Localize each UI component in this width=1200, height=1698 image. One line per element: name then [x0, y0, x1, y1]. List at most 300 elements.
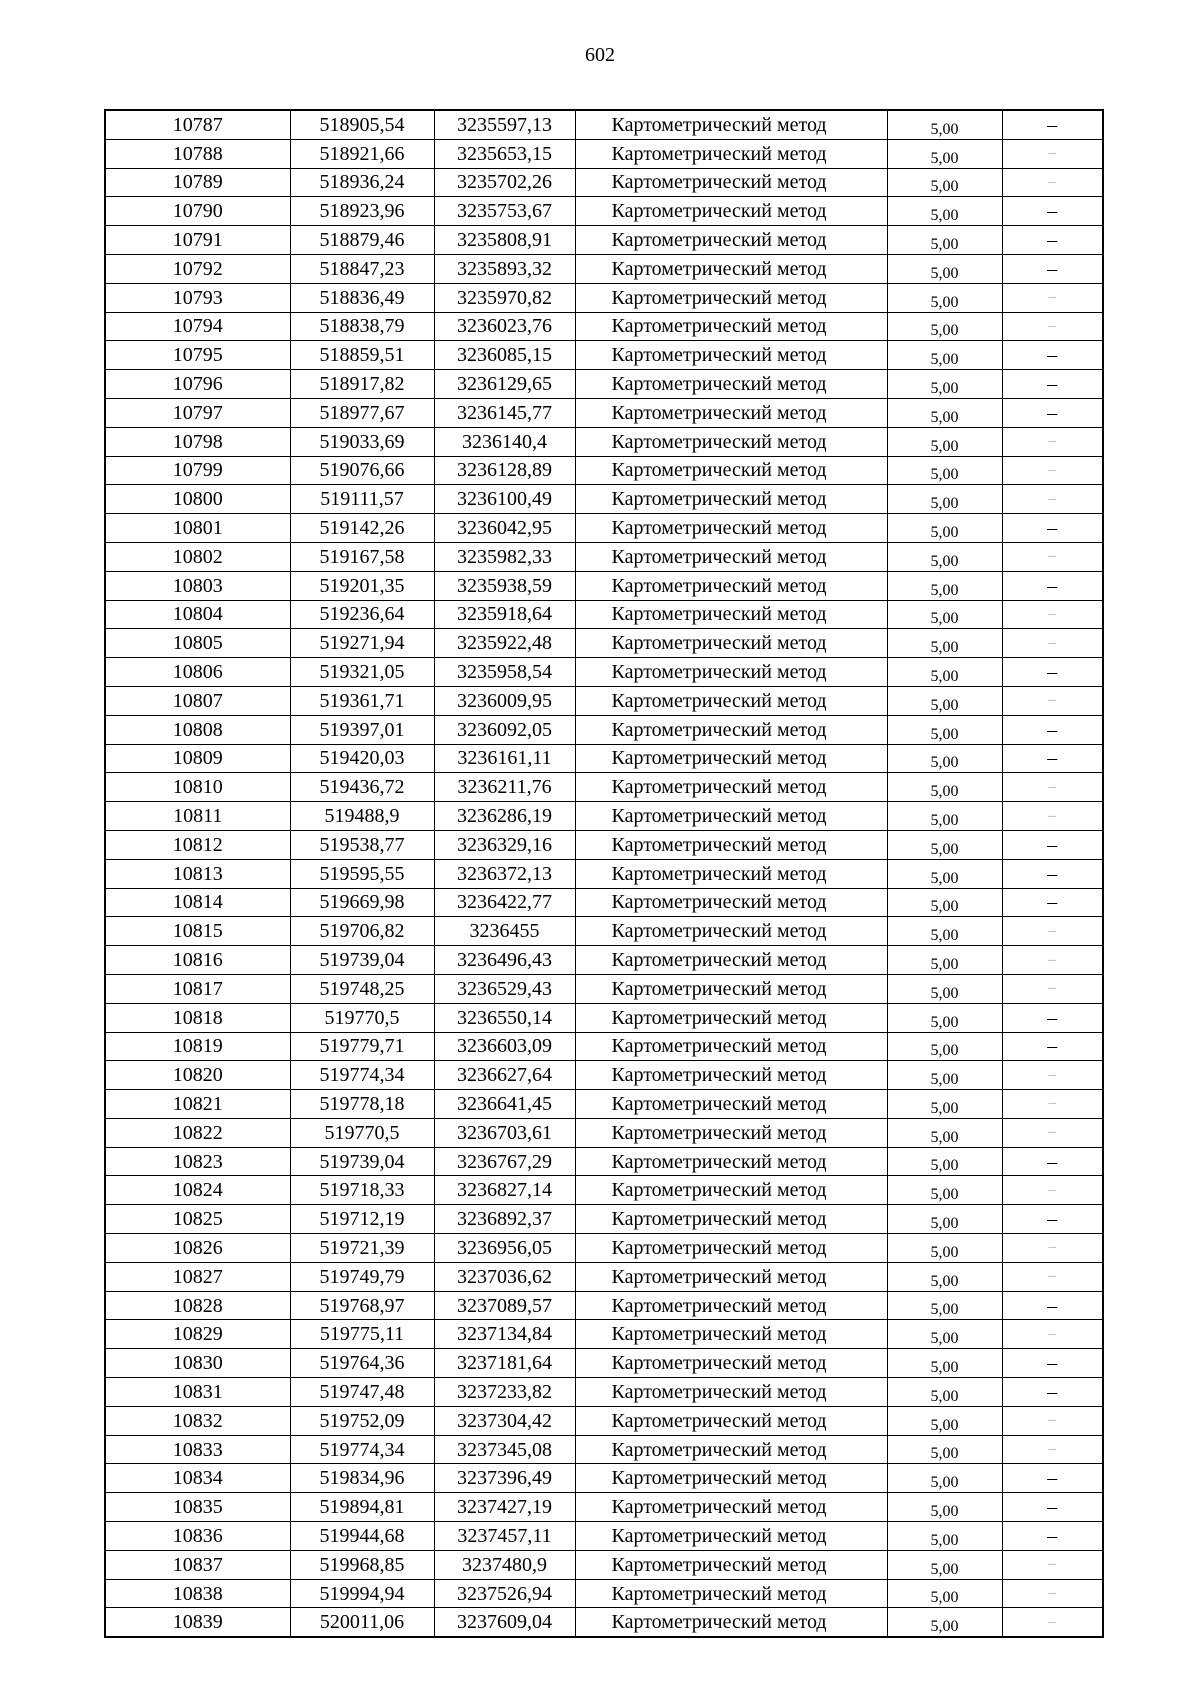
x-coordinate-cell: 519994,94 — [290, 1579, 434, 1608]
point-id-cell: 10815 — [105, 917, 290, 946]
point-id-cell: 10826 — [105, 1234, 290, 1263]
x-coordinate-cell: 518859,51 — [290, 341, 434, 370]
method-cell: Картометрический метод — [575, 1032, 887, 1061]
y-coordinate-cell: 3236956,05 — [434, 1234, 575, 1263]
y-coordinate-cell: 3237457,11 — [434, 1522, 575, 1551]
point-id-cell: 10813 — [105, 859, 290, 888]
x-coordinate-cell: 519321,05 — [290, 658, 434, 687]
table-row — [105, 1032, 1103, 1061]
note-cell: – — [1002, 1464, 1103, 1493]
point-id-cell: 10804 — [105, 600, 290, 629]
method-cell: Картометрический метод — [575, 1234, 887, 1263]
note-cell: – — [1002, 226, 1103, 255]
accuracy-cell: 5,00 — [887, 456, 1002, 485]
y-coordinate-cell: 3235653,15 — [434, 139, 575, 168]
table-row — [105, 974, 1103, 1003]
accuracy-cell: 5,00 — [887, 1320, 1002, 1349]
x-coordinate-cell: 519770,5 — [290, 1118, 434, 1147]
accuracy-cell: 5,00 — [887, 1205, 1002, 1234]
y-coordinate-cell: 3236085,15 — [434, 341, 575, 370]
method-cell: Картометрический метод — [575, 341, 887, 370]
accuracy-cell: 5,00 — [887, 1522, 1002, 1551]
y-coordinate-cell: 3235970,82 — [434, 283, 575, 312]
note-cell: – — [1002, 1090, 1103, 1119]
accuracy-cell: 5,00 — [887, 658, 1002, 687]
y-coordinate-cell: 3237089,57 — [434, 1291, 575, 1320]
x-coordinate-cell: 519739,04 — [290, 1147, 434, 1176]
point-id-cell: 10835 — [105, 1493, 290, 1522]
note-cell: – — [1002, 1234, 1103, 1263]
point-id-cell: 10814 — [105, 888, 290, 917]
note-cell: – — [1002, 283, 1103, 312]
x-coordinate-cell: 518936,24 — [290, 168, 434, 197]
point-id-cell: 10839 — [105, 1608, 290, 1637]
point-id-cell: 10810 — [105, 773, 290, 802]
x-coordinate-cell: 519033,69 — [290, 427, 434, 456]
method-cell: Картометрический метод — [575, 254, 887, 283]
table-row — [105, 226, 1103, 255]
y-coordinate-cell: 3235922,48 — [434, 629, 575, 658]
x-coordinate-cell: 519752,09 — [290, 1406, 434, 1435]
note-cell: – — [1002, 197, 1103, 226]
y-coordinate-cell: 3236161,11 — [434, 744, 575, 773]
table-row — [105, 744, 1103, 773]
x-coordinate-cell: 519488,9 — [290, 802, 434, 831]
x-coordinate-cell: 519167,58 — [290, 542, 434, 571]
table-row — [105, 1003, 1103, 1032]
table-row — [105, 341, 1103, 370]
table-row — [105, 427, 1103, 456]
x-coordinate-cell: 518838,79 — [290, 312, 434, 341]
x-coordinate-cell: 519271,94 — [290, 629, 434, 658]
method-cell: Картометрический метод — [575, 1579, 887, 1608]
note-cell: – — [1002, 1378, 1103, 1407]
method-cell: Картометрический метод — [575, 370, 887, 399]
accuracy-cell: 5,00 — [887, 686, 1002, 715]
table-row — [105, 1090, 1103, 1119]
note-cell: – — [1002, 1349, 1103, 1378]
x-coordinate-cell: 519706,82 — [290, 917, 434, 946]
y-coordinate-cell: 3236892,37 — [434, 1205, 575, 1234]
y-coordinate-cell: 3237609,04 — [434, 1608, 575, 1637]
table-row — [105, 917, 1103, 946]
point-id-cell: 10792 — [105, 254, 290, 283]
point-id-cell: 10831 — [105, 1378, 290, 1407]
accuracy-cell: 5,00 — [887, 168, 1002, 197]
note-cell: – — [1002, 110, 1103, 139]
note-cell: – — [1002, 370, 1103, 399]
x-coordinate-cell: 519361,71 — [290, 686, 434, 715]
point-id-cell: 10809 — [105, 744, 290, 773]
point-id-cell: 10797 — [105, 398, 290, 427]
y-coordinate-cell: 3237036,62 — [434, 1262, 575, 1291]
x-coordinate-cell: 519669,98 — [290, 888, 434, 917]
accuracy-cell: 5,00 — [887, 600, 1002, 629]
note-cell: – — [1002, 254, 1103, 283]
method-cell: Картометрический метод — [575, 1349, 887, 1378]
table-row — [105, 773, 1103, 802]
y-coordinate-cell: 3235597,13 — [434, 110, 575, 139]
point-id-cell: 10806 — [105, 658, 290, 687]
x-coordinate-cell: 519749,79 — [290, 1262, 434, 1291]
accuracy-cell: 5,00 — [887, 1464, 1002, 1493]
accuracy-cell: 5,00 — [887, 1147, 1002, 1176]
y-coordinate-cell: 3235808,91 — [434, 226, 575, 255]
note-cell: – — [1002, 1435, 1103, 1464]
method-cell: Картометрический метод — [575, 1406, 887, 1435]
x-coordinate-cell: 519774,34 — [290, 1061, 434, 1090]
point-id-cell: 10833 — [105, 1435, 290, 1464]
point-id-cell: 10838 — [105, 1579, 290, 1608]
note-cell: – — [1002, 1003, 1103, 1032]
table-row — [105, 139, 1103, 168]
method-cell: Картометрический метод — [575, 1550, 887, 1579]
y-coordinate-cell: 3235982,33 — [434, 542, 575, 571]
table-row — [105, 283, 1103, 312]
method-cell: Картометрический метод — [575, 514, 887, 543]
table-row — [105, 168, 1103, 197]
table-row — [105, 1406, 1103, 1435]
accuracy-cell: 5,00 — [887, 370, 1002, 399]
y-coordinate-cell: 3235753,67 — [434, 197, 575, 226]
point-id-cell: 10823 — [105, 1147, 290, 1176]
method-cell: Картометрический метод — [575, 974, 887, 1003]
table-row — [105, 485, 1103, 514]
note-cell: – — [1002, 888, 1103, 917]
point-id-cell: 10829 — [105, 1320, 290, 1349]
accuracy-cell: 5,00 — [887, 946, 1002, 975]
method-cell: Картометрический метод — [575, 715, 887, 744]
method-cell: Картометрический метод — [575, 1320, 887, 1349]
y-coordinate-cell: 3237181,64 — [434, 1349, 575, 1378]
x-coordinate-cell: 519774,34 — [290, 1435, 434, 1464]
note-cell: – — [1002, 744, 1103, 773]
y-coordinate-cell: 3236009,95 — [434, 686, 575, 715]
note-cell: – — [1002, 1291, 1103, 1320]
note-cell: – — [1002, 658, 1103, 687]
y-coordinate-cell: 3237427,19 — [434, 1493, 575, 1522]
x-coordinate-cell: 519747,48 — [290, 1378, 434, 1407]
x-coordinate-cell: 519968,85 — [290, 1550, 434, 1579]
method-cell: Картометрический метод — [575, 773, 887, 802]
x-coordinate-cell: 519894,81 — [290, 1493, 434, 1522]
x-coordinate-cell: 519142,26 — [290, 514, 434, 543]
accuracy-cell: 5,00 — [887, 1378, 1002, 1407]
point-id-cell: 10801 — [105, 514, 290, 543]
table-row — [105, 571, 1103, 600]
x-coordinate-cell: 519718,33 — [290, 1176, 434, 1205]
y-coordinate-cell: 3236550,14 — [434, 1003, 575, 1032]
accuracy-cell: 5,00 — [887, 1608, 1002, 1637]
accuracy-cell: 5,00 — [887, 1118, 1002, 1147]
y-coordinate-cell: 3235702,26 — [434, 168, 575, 197]
point-id-cell: 10821 — [105, 1090, 290, 1119]
point-id-cell: 10837 — [105, 1550, 290, 1579]
accuracy-cell: 5,00 — [887, 197, 1002, 226]
note-cell: – — [1002, 946, 1103, 975]
point-id-cell: 10828 — [105, 1291, 290, 1320]
point-id-cell: 10799 — [105, 456, 290, 485]
accuracy-cell: 5,00 — [887, 744, 1002, 773]
table-row — [105, 715, 1103, 744]
y-coordinate-cell: 3235938,59 — [434, 571, 575, 600]
accuracy-cell: 5,00 — [887, 773, 1002, 802]
accuracy-cell: 5,00 — [887, 398, 1002, 427]
point-id-cell: 10796 — [105, 370, 290, 399]
x-coordinate-cell: 519779,71 — [290, 1032, 434, 1061]
y-coordinate-cell: 3236496,43 — [434, 946, 575, 975]
table-row — [105, 859, 1103, 888]
table-body — [105, 110, 1103, 1637]
point-id-cell: 10787 — [105, 110, 290, 139]
table-row — [105, 1205, 1103, 1234]
table-row — [105, 1579, 1103, 1608]
accuracy-cell: 5,00 — [887, 542, 1002, 571]
accuracy-cell: 5,00 — [887, 485, 1002, 514]
method-cell: Картометрический метод — [575, 1608, 887, 1637]
table-row — [105, 888, 1103, 917]
y-coordinate-cell: 3236100,49 — [434, 485, 575, 514]
table-row — [105, 542, 1103, 571]
table-row — [105, 658, 1103, 687]
y-coordinate-cell: 3235918,64 — [434, 600, 575, 629]
method-cell: Картометрический метод — [575, 686, 887, 715]
x-coordinate-cell: 519420,03 — [290, 744, 434, 773]
note-cell: – — [1002, 1262, 1103, 1291]
table-row — [105, 1522, 1103, 1551]
y-coordinate-cell: 3236129,65 — [434, 370, 575, 399]
table-row — [105, 1378, 1103, 1407]
accuracy-cell: 5,00 — [887, 427, 1002, 456]
table-row — [105, 1608, 1103, 1637]
note-cell: – — [1002, 1205, 1103, 1234]
accuracy-cell: 5,00 — [887, 917, 1002, 946]
note-cell: – — [1002, 1320, 1103, 1349]
coordinates-table-wrapper — [104, 109, 1104, 1638]
table-row — [105, 1464, 1103, 1493]
note-cell: – — [1002, 974, 1103, 1003]
table-row — [105, 1176, 1103, 1205]
x-coordinate-cell: 519076,66 — [290, 456, 434, 485]
note-cell: – — [1002, 427, 1103, 456]
accuracy-cell: 5,00 — [887, 110, 1002, 139]
point-id-cell: 10820 — [105, 1061, 290, 1090]
accuracy-cell: 5,00 — [887, 1406, 1002, 1435]
table-row — [105, 1262, 1103, 1291]
point-id-cell: 10788 — [105, 139, 290, 168]
method-cell: Картометрический метод — [575, 1118, 887, 1147]
accuracy-cell: 5,00 — [887, 341, 1002, 370]
point-id-cell: 10812 — [105, 830, 290, 859]
y-coordinate-cell: 3236641,45 — [434, 1090, 575, 1119]
table-row — [105, 1061, 1103, 1090]
y-coordinate-cell: 3236140,4 — [434, 427, 575, 456]
note-cell: – — [1002, 542, 1103, 571]
note-cell: – — [1002, 1550, 1103, 1579]
x-coordinate-cell: 518905,54 — [290, 110, 434, 139]
method-cell: Картометрический метод — [575, 1262, 887, 1291]
note-cell: – — [1002, 312, 1103, 341]
method-cell: Картометрический метод — [575, 1378, 887, 1407]
note-cell: – — [1002, 1176, 1103, 1205]
point-id-cell: 10805 — [105, 629, 290, 658]
accuracy-cell: 5,00 — [887, 514, 1002, 543]
y-coordinate-cell: 3236145,77 — [434, 398, 575, 427]
table-row — [105, 514, 1103, 543]
x-coordinate-cell: 519236,64 — [290, 600, 434, 629]
note-cell: – — [1002, 1522, 1103, 1551]
note-cell: – — [1002, 600, 1103, 629]
note-cell: – — [1002, 715, 1103, 744]
note-cell: – — [1002, 917, 1103, 946]
method-cell: Картометрический метод — [575, 1147, 887, 1176]
table-row — [105, 1234, 1103, 1263]
y-coordinate-cell: 3236372,13 — [434, 859, 575, 888]
point-id-cell: 10791 — [105, 226, 290, 255]
accuracy-cell: 5,00 — [887, 1493, 1002, 1522]
method-cell: Картометрический метод — [575, 168, 887, 197]
accuracy-cell: 5,00 — [887, 226, 1002, 255]
accuracy-cell: 5,00 — [887, 1061, 1002, 1090]
y-coordinate-cell: 3237233,82 — [434, 1378, 575, 1407]
note-cell: – — [1002, 139, 1103, 168]
y-coordinate-cell: 3237134,84 — [434, 1320, 575, 1349]
x-coordinate-cell: 519111,57 — [290, 485, 434, 514]
point-id-cell: 10798 — [105, 427, 290, 456]
y-coordinate-cell: 3236455 — [434, 917, 575, 946]
x-coordinate-cell: 520011,06 — [290, 1608, 434, 1637]
method-cell: Картометрический метод — [575, 888, 887, 917]
y-coordinate-cell: 3236211,76 — [434, 773, 575, 802]
table-row — [105, 110, 1103, 139]
note-cell: – — [1002, 1608, 1103, 1637]
x-coordinate-cell: 519436,72 — [290, 773, 434, 802]
accuracy-cell: 5,00 — [887, 1349, 1002, 1378]
y-coordinate-cell: 3236767,29 — [434, 1147, 575, 1176]
method-cell: Картометрический метод — [575, 1003, 887, 1032]
x-coordinate-cell: 519768,97 — [290, 1291, 434, 1320]
accuracy-cell: 5,00 — [887, 802, 1002, 831]
note-cell: – — [1002, 830, 1103, 859]
note-cell: – — [1002, 1147, 1103, 1176]
method-cell: Картометрический метод — [575, 830, 887, 859]
y-coordinate-cell: 3236092,05 — [434, 715, 575, 744]
accuracy-cell: 5,00 — [887, 859, 1002, 888]
method-cell: Картометрический метод — [575, 1464, 887, 1493]
table-row — [105, 600, 1103, 629]
table-row — [105, 370, 1103, 399]
method-cell: Картометрический метод — [575, 1061, 887, 1090]
method-cell: Картометрический метод — [575, 1090, 887, 1119]
table-row — [105, 946, 1103, 975]
table-row — [105, 629, 1103, 658]
table-row — [105, 1118, 1103, 1147]
method-cell: Картометрический метод — [575, 197, 887, 226]
x-coordinate-cell: 519397,01 — [290, 715, 434, 744]
method-cell: Картометрический метод — [575, 859, 887, 888]
x-coordinate-cell: 519944,68 — [290, 1522, 434, 1551]
method-cell: Картометрический метод — [575, 398, 887, 427]
point-id-cell: 10819 — [105, 1032, 290, 1061]
accuracy-cell: 5,00 — [887, 571, 1002, 600]
note-cell: – — [1002, 398, 1103, 427]
method-cell: Картометрический метод — [575, 283, 887, 312]
accuracy-cell: 5,00 — [887, 1090, 1002, 1119]
accuracy-cell: 5,00 — [887, 1234, 1002, 1263]
accuracy-cell: 5,00 — [887, 312, 1002, 341]
method-cell: Картометрический метод — [575, 110, 887, 139]
accuracy-cell: 5,00 — [887, 1291, 1002, 1320]
point-id-cell: 10836 — [105, 1522, 290, 1551]
note-cell: – — [1002, 341, 1103, 370]
method-cell: Картометрический метод — [575, 1493, 887, 1522]
y-coordinate-cell: 3235893,32 — [434, 254, 575, 283]
x-coordinate-cell: 518923,96 — [290, 197, 434, 226]
point-id-cell: 10818 — [105, 1003, 290, 1032]
x-coordinate-cell: 519834,96 — [290, 1464, 434, 1493]
x-coordinate-cell: 518836,49 — [290, 283, 434, 312]
x-coordinate-cell: 518977,67 — [290, 398, 434, 427]
point-id-cell: 10827 — [105, 1262, 290, 1291]
x-coordinate-cell: 518847,23 — [290, 254, 434, 283]
note-cell: – — [1002, 1061, 1103, 1090]
point-id-cell: 10811 — [105, 802, 290, 831]
method-cell: Картометрический метод — [575, 226, 887, 255]
table-row — [105, 830, 1103, 859]
note-cell: – — [1002, 1118, 1103, 1147]
y-coordinate-cell: 3236422,77 — [434, 888, 575, 917]
note-cell: – — [1002, 629, 1103, 658]
point-id-cell: 10830 — [105, 1349, 290, 1378]
note-cell: – — [1002, 485, 1103, 514]
accuracy-cell: 5,00 — [887, 715, 1002, 744]
method-cell: Картометрический метод — [575, 600, 887, 629]
y-coordinate-cell: 3236329,16 — [434, 830, 575, 859]
table-row — [105, 197, 1103, 226]
method-cell: Картометрический метод — [575, 312, 887, 341]
table-row — [105, 1435, 1103, 1464]
table-row — [105, 254, 1103, 283]
method-cell: Картометрический метод — [575, 485, 887, 514]
note-cell: – — [1002, 773, 1103, 802]
y-coordinate-cell: 3237345,08 — [434, 1435, 575, 1464]
point-id-cell: 10789 — [105, 168, 290, 197]
y-coordinate-cell: 3237526,94 — [434, 1579, 575, 1608]
accuracy-cell: 5,00 — [887, 254, 1002, 283]
note-cell: – — [1002, 514, 1103, 543]
method-cell: Картометрический метод — [575, 571, 887, 600]
method-cell: Картометрический метод — [575, 629, 887, 658]
y-coordinate-cell: 3236128,89 — [434, 456, 575, 485]
y-coordinate-cell: 3236703,61 — [434, 1118, 575, 1147]
table-row — [105, 1349, 1103, 1378]
point-id-cell: 10795 — [105, 341, 290, 370]
accuracy-cell: 5,00 — [887, 1032, 1002, 1061]
point-id-cell: 10800 — [105, 485, 290, 514]
point-id-cell: 10825 — [105, 1205, 290, 1234]
note-cell: – — [1002, 1406, 1103, 1435]
accuracy-cell: 5,00 — [887, 1176, 1002, 1205]
table-row — [105, 1291, 1103, 1320]
accuracy-cell: 5,00 — [887, 1550, 1002, 1579]
method-cell: Картометрический метод — [575, 1205, 887, 1234]
page-number: 602 — [585, 44, 615, 66]
table-row — [105, 802, 1103, 831]
table-row — [105, 398, 1103, 427]
y-coordinate-cell: 3235958,54 — [434, 658, 575, 687]
method-cell: Картометрический метод — [575, 456, 887, 485]
table-row — [105, 686, 1103, 715]
